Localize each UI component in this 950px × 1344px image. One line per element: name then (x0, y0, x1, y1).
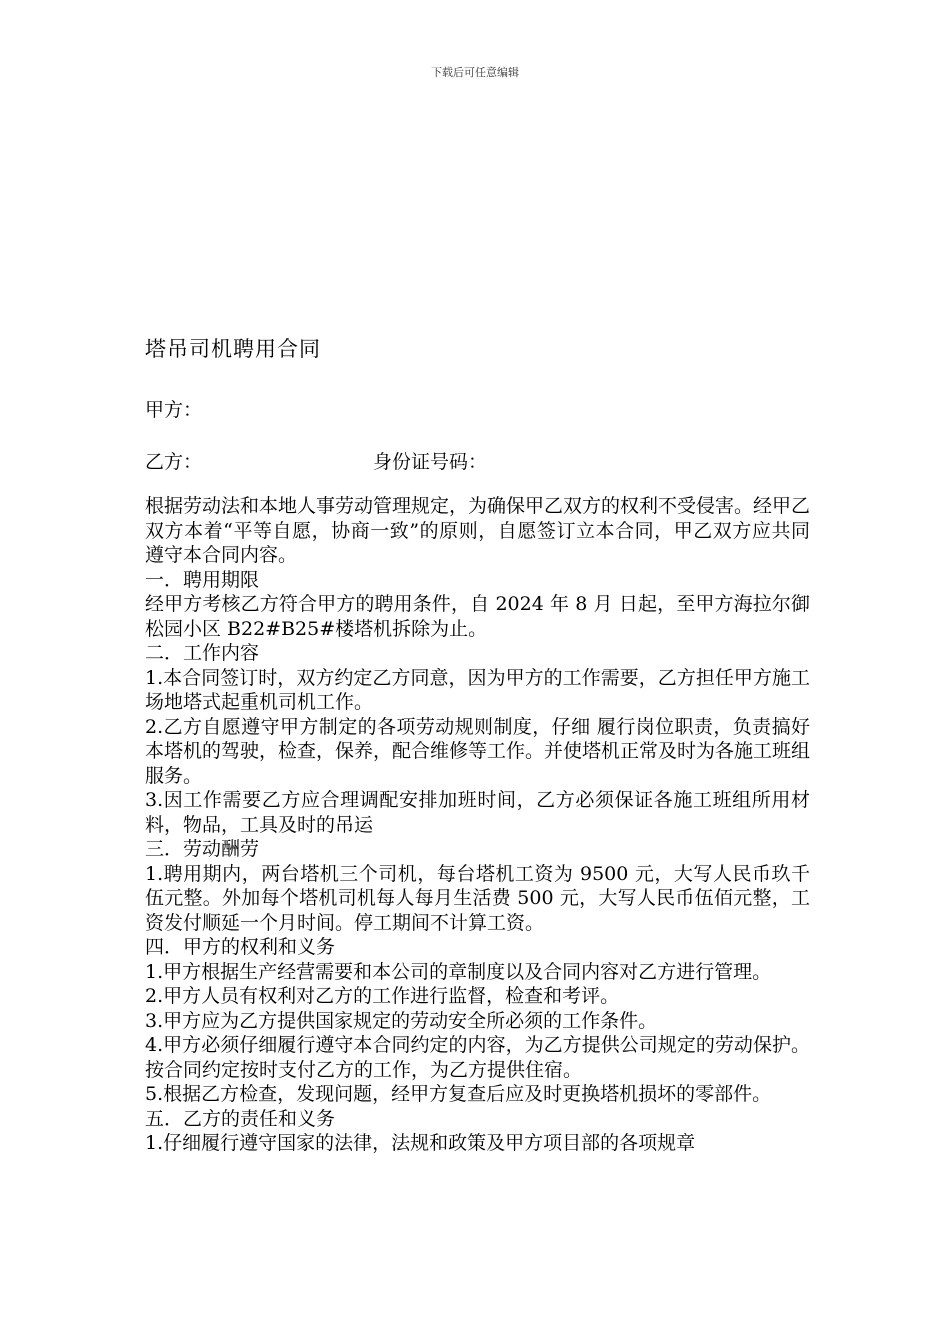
contract-paragraph: 1.聘用期内，两台塔机三个司机，每台塔机工资为 9500 元，大写人民币玖千伍元整。外加每个塔机司机每人每月生活费 500 元，大写人民币伍佰元整，工资发付顺延一个月时间。停工期间不计算工资。 (145, 862, 810, 934)
contract-paragraph: 2.甲方人员有权利对乙方的工作进行监督，检查和考评。 (145, 985, 620, 1007)
contract-paragraph: 4.甲方必须仔细履行遵守本合同约定的内容，为乙方提供公司规定的劳动保护。按合同约定按时支付乙方的工作，为乙方提供住宿。 (145, 1034, 810, 1081)
document-title: 塔吊司机聘用合同 (145, 337, 321, 361)
contract-paragraph: 1.本合同签订时，双方约定乙方同意，因为甲方的工作需要，乙方担任甲方施工场地塔式起重机司机工作。 (145, 666, 810, 713)
party-b-label: 乙方： (145, 451, 203, 473)
id-number-label: 身份证号码： (373, 451, 488, 473)
contract-paragraph: 根据劳动法和本地人事劳动管理规定，为确保甲乙双方的权利不受侵害。经甲乙双方本着“平等自愿，协商一致”的原则，自愿签订立本合同，甲乙双方应共同遵守本合同内容。 (145, 495, 811, 566)
page-header-note: 下载后可任意编辑 (431, 66, 519, 79)
contract-paragraph: 5.根据乙方检查，发现问题，经甲方复查后应及时更换塔机损坏的零部件。 (145, 1083, 772, 1105)
contract-paragraph: 1.甲方根据生产经营需要和本公司的章制度以及合同内容对乙方进行管理。 (145, 960, 772, 983)
party-b-row (145, 448, 805, 476)
party-a-label: 甲方： (145, 399, 203, 421)
contract-body (145, 494, 810, 1156)
section-heading: 四．甲方的权利和义务 (145, 936, 336, 958)
contract-paragraph: 3.甲方应为乙方提供国家规定的劳动安全所必须的工作条件。 (145, 1009, 658, 1032)
contract-paragraph: 2.乙方自愿遵守甲方制定的各项劳动规则制度，仔细 履行岗位职责，负责搞好本塔机的驾驶，检查，保养，配合维修等工作。并使塔机正常及时为各施工班组服务。 (145, 715, 811, 787)
section-heading: 一．聘用期限 (145, 568, 260, 591)
section-heading: 五．乙方的责任和义务 (145, 1107, 336, 1130)
contract-paragraph: 3.因工作需要乙方应合理调配安排加班时间，乙方必须保证各施工班组所用材料，物品，工具及时的吊运 (145, 789, 810, 836)
contract-paragraph: 1.仔细履行遵守国家的法律，法规和政策及甲方项目部的各项规章 (145, 1132, 696, 1154)
section-heading: 三．劳动酬劳 (145, 838, 260, 860)
contract-paragraph: 经甲方考核乙方符合甲方的聘用条件，自 2024 年 8 月 日起，至甲方海拉尔御松园小区 B22#B25#楼塔机拆除为止。 (145, 593, 810, 640)
section-heading: 二．工作内容 (145, 642, 260, 664)
